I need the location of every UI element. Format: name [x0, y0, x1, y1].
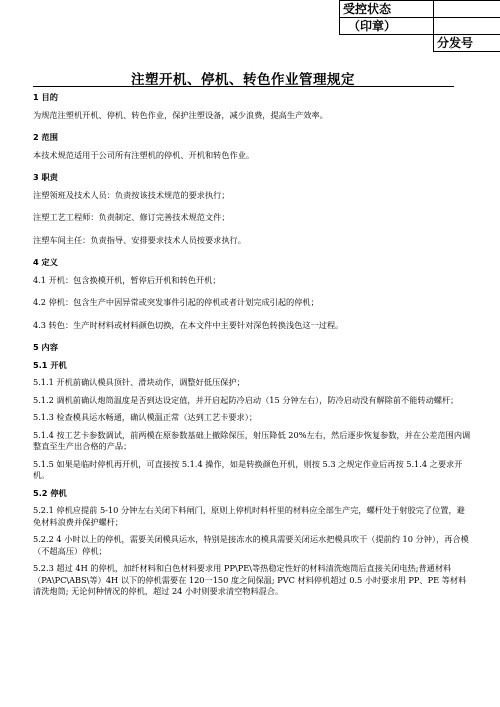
distribution-blank	[340, 35, 434, 52]
seal-label: （印章）	[340, 18, 434, 35]
definition-item: 4.2 停机：包含生产中因异常或突发事件引起的停机或者计划完成引起的停机；	[33, 297, 319, 307]
clause-5-1-1: 5.1.1 开机前确认模具顶针、滑块动作，调整好低压保护；	[33, 377, 245, 387]
control-status-value	[433, 1, 500, 18]
purpose-text: 为规范注塑机开机、停机、转色作业，保护注塑设备，减少浪费，提高生产效率。	[33, 109, 328, 120]
title-rule	[33, 86, 454, 87]
clause-5-1-3: 5.1.3 检查模具运水畅通，确认模温正常（达到工艺卡要求）；	[33, 412, 258, 422]
clause-5-2-1: 5.2.1 停机应提前 5-10 分钟左右关闭下料闸门，原则上停机时料杆里的材料应全部生产完，螺杆处于射胶完了位置，避免材料浪费并保护螺杆；	[33, 505, 465, 527]
seal-value	[433, 18, 500, 35]
document-body	[33, 92, 473, 598]
title-wrap	[33, 68, 453, 88]
scope-text: 本技术规范适用于公司所有注塑机的停机、开机和转色作业。	[33, 149, 255, 160]
document-control-table	[339, 0, 500, 52]
stop-heading: 5.2 停机	[33, 487, 67, 498]
scope-heading: 2 范围	[33, 132, 58, 142]
definition-item: 4.3 转色：生产时材料或材料颜色切换，在本文件中主要针对深色转换浅色这一过程。	[33, 319, 344, 330]
start-heading: 5.1 开机	[33, 359, 67, 370]
document-title: 注塑开机、停机、转色作业管理规定	[131, 72, 355, 88]
definitions-heading: 4 定义	[33, 257, 58, 267]
duty-item: 注塑工艺工程师：负责制定、修订完善技术规范文件；	[33, 212, 230, 222]
purpose-heading: 1 目的	[33, 92, 58, 102]
distribution-label: 分发号	[433, 35, 500, 52]
clause-5-2-2: 5.2.2 4 小时以上的停机，需要关闭模具运水，特别是接冻水的模具需要关闭运水把模具吹干（提前约 10 分钟），再合模（不超高压）停机；	[33, 534, 469, 556]
content-heading: 5 内容	[33, 342, 58, 352]
control-status-label: 受控状态	[340, 1, 434, 18]
duty-item: 注塑车间主任：负责指导、安排要求技术人员按要求执行。	[33, 234, 246, 245]
clause-5-1-4: 5.1.4 按工艺卡参数调试，前两模在原参数基础上撤除保压，射压降低 20%左右，然后逐步恢复参数，并在公差范围内调整直至生产出合格的产品；	[33, 429, 471, 451]
clause-5-1-5: 5.1.5 如果是临时停机再开机，可直接按 5.1.4 操作，如是转换颜色开机，则按 5.3 之规定作业后再按 5.1.4 之要求开机。	[33, 458, 463, 480]
definition-item: 4.1 开机：包含换模开机，暂停后开机和转色开机；	[33, 274, 221, 285]
clause-5-2-3: 5.2.3 超过 4H 的停机，加纤材料和白色材料要求用 PP\PE\等热稳定性好的材料清洗炮筒后直接关闭电热;普通材料（PA\PC\ABS\等）4H 以下的停机需要在 120一150 度之间保温; PVC 材料停机超过 0.5 小时要求用 PP、PE 等材料清洗炮筒; 无论何种情况的停机，超过 24 小时则要求清空物料混合。	[33, 563, 467, 596]
clause-5-1-2: 5.1.2 调机前确认炮筒温度是否到达设定值，并开启起防冷启动（15 分钟左右），防冷启动没有解除前不能转动螺杆；	[33, 394, 459, 405]
duties-heading: 3 职责	[33, 172, 58, 182]
duty-item: 注塑领班及技术人员：负责按该技术规范的要求执行；	[33, 189, 230, 200]
